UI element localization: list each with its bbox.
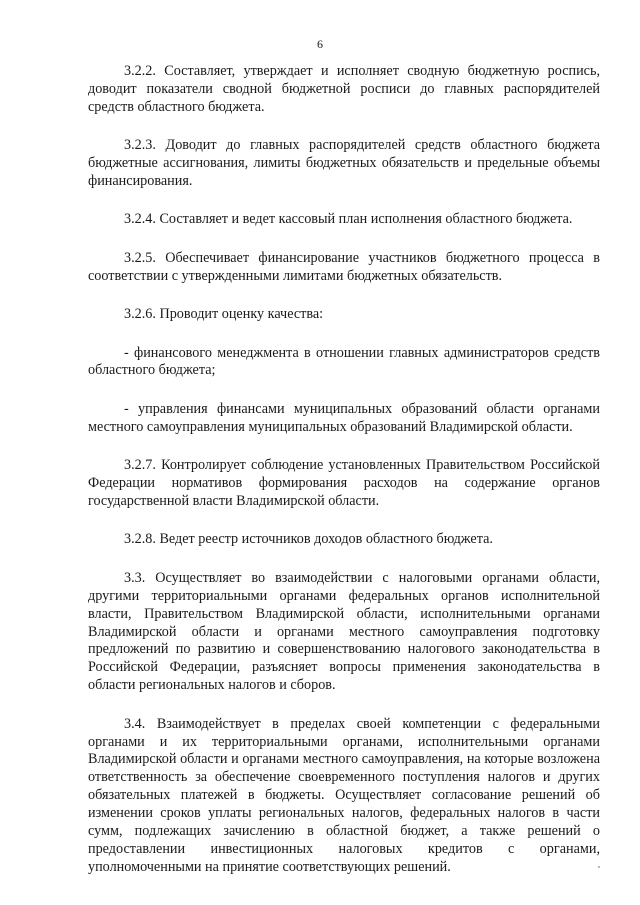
document-body	[88, 63, 600, 897]
paragraph-3-2-6: 3.2.6. Проводит оценку качества:	[124, 306, 324, 323]
list-item-municipal-finance: - управления финансами муниципальных образований области органами местного самоуправления муниципальных образований Владимирской области.	[88, 400, 600, 435]
page-number: 6	[317, 37, 323, 51]
list-item-financial-management: - финансового менеджмента в отношении главных администраторов средств областного бюджета;	[88, 344, 600, 379]
paragraph-3-2-4: 3.2.4. Составляет и ведет кассовый план исполнения областного бюджета.	[124, 211, 573, 228]
paragraph-3-2-2: 3.2.2. Составляет, утверждает и исполняет сводную бюджетную роспись, доводит показатели сводной бюджетной росписи до главных распорядителей средств областного бюджета.	[88, 63, 600, 115]
paragraph-3-2-5: 3.2.5. Обеспечивает финансирование участников бюджетного процесса в соответствии с утвержденными лимитами бюджетных обязательств.	[88, 249, 600, 284]
paragraph-3-2-3: 3.2.3. Доводит до главных распорядителей средств областного бюджета бюджетные ассигнования, лимиты бюджетных обязательств и предельные объемы финансирования.	[88, 137, 600, 190]
paragraph-3-2-7: 3.2.7. Контролирует соблюдение установленных Правительством Российской Федерации нормативов формирования расходов на содержание органов государственной власти Владимирской области.	[88, 457, 600, 509]
paragraph-3-2-8: 3.2.8. Ведет реестр источников доходов областного бюджета.	[124, 531, 493, 548]
paragraph-3-3: 3.3. Осуществляет во взаимодействии с налоговыми органами области, другими территориальными органами федеральных органов исполнительной власти, Правительством Владимирской области, исполнительными органами Владимирской области и органами местного самоуправления подготовку предложений по развитию и совершенствованию налогового законодательства в Российской Федерации, разъясняет вопросы применения законодательства в области региональных налогов и сборов.	[88, 569, 600, 694]
paragraph-3-4: 3.4. Взаимодействует в пределах своей компетенции с федеральными органами и их территориальными органами, исполнительными органами Владимирской области и органами местного самоуправления, на которые возложена ответственность за обеспечение своевременного поступления налогов и других обязательных платежей в бюджеты. Осуществляет согласование решений об изменении сроков уплаты региональных налогов, федеральных налогов в части сумм, подлежащих зачислению в областной бюджет, а также решений о предоставлении инвестиционных налоговых кредитов с органами, уполномоченными на принятие соответствующих решений.	[88, 715, 600, 875]
scan-speck	[598, 866, 600, 868]
